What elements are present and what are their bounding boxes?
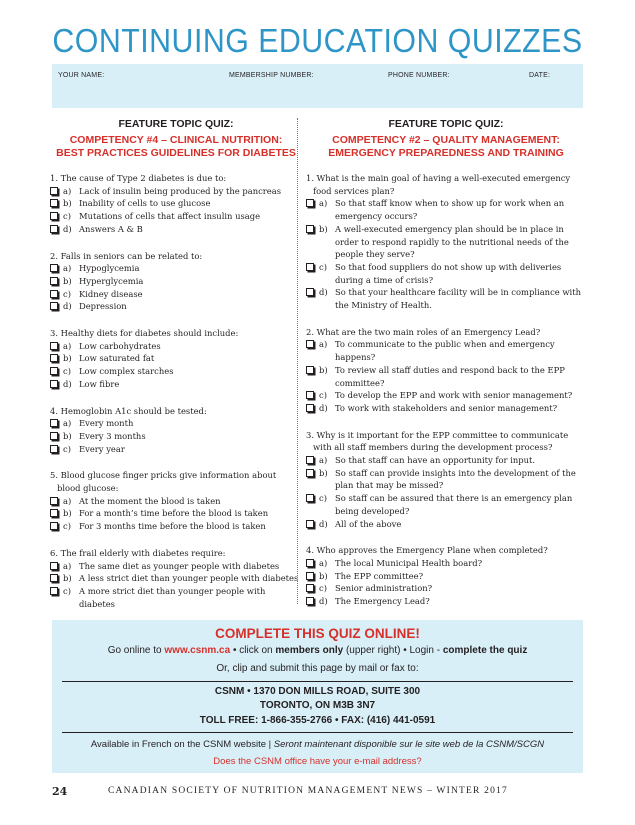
option-text: Inability of cells to use glucose [79, 198, 211, 209]
answer-checkbox[interactable] [50, 187, 58, 195]
left-competency-line2: BEST PRACTICES GUIDELINES FOR DIABETES [56, 147, 296, 159]
answer-checkbox[interactable] [306, 584, 314, 592]
option-text: Every 3 months [79, 430, 146, 441]
option-letter: a) [319, 557, 328, 568]
answer-checkbox[interactable] [50, 432, 58, 440]
question-text: 5. Blood glucose finger pricks give information about blood glucose: [50, 470, 277, 494]
answer-checkbox[interactable] [50, 264, 58, 272]
option-letter: a) [63, 340, 72, 351]
option-text: Hypoglycemia [79, 263, 140, 274]
answer-checkbox[interactable] [306, 404, 314, 412]
answer-option [306, 570, 586, 583]
answer-checkbox[interactable] [306, 340, 314, 348]
phone-number-label: PHONE NUMBER: [388, 72, 450, 79]
go-online-text: Go online to [107, 645, 165, 656]
answer-checkbox[interactable] [50, 574, 58, 582]
answer-option [50, 365, 302, 378]
answer-option [50, 352, 302, 365]
option-letter: a) [63, 263, 72, 274]
quiz-question [50, 250, 302, 314]
answer-checkbox[interactable] [50, 367, 58, 375]
answer-checkbox[interactable] [50, 277, 58, 285]
right-quiz-heading: FEATURE TOPIC QUIZ: [388, 118, 504, 130]
option-text: So that staff know when to show up for work when an emergency occurs? [335, 198, 565, 222]
complete-online-box [52, 620, 583, 773]
answer-option [306, 518, 586, 531]
option-text: For a month’s time before the blood is taken [79, 508, 269, 519]
right-quiz-column [306, 118, 586, 622]
option-letter: d) [319, 402, 328, 413]
option-text: Low carbohydrates [79, 340, 161, 351]
option-letter: c) [63, 585, 71, 596]
option-letter: a) [63, 495, 72, 506]
address-line-2: TORONTO, ON M3B 3N7 [259, 700, 376, 711]
answer-checkbox[interactable] [306, 597, 314, 605]
option-letter: a) [63, 185, 72, 196]
answer-option [50, 300, 302, 313]
answer-checkbox[interactable] [50, 290, 58, 298]
answer-checkbox[interactable] [50, 380, 58, 388]
answer-checkbox[interactable] [50, 445, 58, 453]
answer-option [50, 197, 302, 210]
option-letter: d) [319, 287, 328, 298]
question-text: 4. Who approves the Emergency Plane when completed? [306, 545, 548, 556]
email-question: Does the CSNM office have your e-mail address? [213, 756, 422, 767]
french-availability [52, 739, 583, 750]
quiz-question [306, 326, 586, 415]
question-text: 1. The cause of Type 2 diabetes is due to: [50, 173, 227, 183]
option-text: Every month [79, 418, 134, 429]
option-text: The Emergency Lead? [335, 596, 430, 607]
answer-option [306, 223, 586, 261]
complete-online-title: COMPLETE THIS QUIZ ONLINE! [215, 626, 420, 641]
answer-checkbox[interactable] [306, 366, 314, 374]
answer-option [306, 557, 586, 570]
french-italic-text: Seront maintenant disponible sur le site web de la CSNM/SCGN [273, 739, 545, 750]
question-text: 2. What are the two main roles of an Emergency Lead? [306, 326, 541, 337]
option-text: So staff can provide insights into the development of the plan that may be missed? [335, 467, 576, 491]
answer-option [50, 262, 302, 275]
question-text: 3. Healthy diets for diabetes should include: [50, 328, 239, 339]
option-letter: b) [63, 508, 72, 519]
phone-fax-line: TOLL FREE: 1-866-355-2766 • FAX: (416) 441-0591 [199, 715, 436, 726]
option-text: Every year [79, 443, 125, 454]
answer-checkbox[interactable] [50, 212, 58, 220]
quiz-question [306, 172, 586, 312]
answer-checkbox[interactable] [306, 391, 314, 399]
left-quiz-heading: FEATURE TOPIC QUIZ: [118, 118, 234, 130]
answer-checkbox[interactable] [50, 199, 58, 207]
answer-option [306, 261, 586, 286]
answer-option [306, 492, 586, 517]
answer-checkbox[interactable] [306, 225, 314, 233]
option-letter: b) [319, 223, 328, 234]
page-title: CONTINUING EDUCATION QUIZZES [52, 22, 583, 59]
option-text: So that food suppliers do not show up with deliveries during a time of crisis? [335, 261, 562, 285]
membership-number-label: MEMBERSHIP NUMBER: [229, 72, 314, 79]
answer-option [306, 197, 586, 222]
option-text: The EPP committee? [335, 570, 424, 581]
option-letter: b) [319, 570, 328, 581]
answer-checkbox[interactable] [50, 225, 58, 233]
upper-right-text: (upper right) • Login - [343, 645, 443, 656]
answer-checkbox[interactable] [50, 302, 58, 310]
option-letter: d) [319, 518, 328, 529]
option-text: Depression [79, 301, 127, 312]
answer-option [50, 585, 302, 610]
answer-option [50, 495, 302, 508]
option-letter: a) [63, 418, 72, 429]
option-text: A more strict diet than younger people with diabetes [79, 585, 266, 609]
quiz-question [50, 469, 302, 533]
answer-option [306, 286, 586, 311]
quiz-question [306, 544, 586, 608]
option-letter: b) [319, 467, 328, 478]
answer-option [306, 582, 586, 595]
option-text: At the moment the blood is taken [79, 495, 221, 506]
answer-checkbox[interactable] [306, 263, 314, 271]
answer-option [50, 572, 302, 585]
option-letter: c) [319, 493, 327, 504]
clip-submit-text: Or, clip and submit this page by mail or fax to: [216, 663, 419, 674]
left-quiz-column [50, 118, 302, 624]
answer-checkbox[interactable] [50, 497, 58, 505]
answer-option [306, 467, 586, 492]
date-label: DATE: [529, 72, 551, 79]
page-number: 24 [52, 785, 68, 798]
option-letter: b) [63, 430, 72, 441]
answer-checkbox[interactable] [306, 456, 314, 464]
answer-option [306, 402, 586, 415]
option-letter: c) [63, 366, 71, 377]
answer-option [50, 288, 302, 301]
option-letter: d) [63, 378, 72, 389]
option-letter: a) [63, 560, 72, 571]
answer-option [50, 443, 302, 456]
option-text: So staff can be assured that there is an emergency plan being developed? [335, 493, 573, 516]
option-text: To communicate to the public when and emergency happens? [335, 339, 555, 363]
answer-option [50, 185, 302, 198]
option-letter: c) [319, 390, 327, 401]
option-letter: c) [63, 288, 71, 299]
address-bottom-rule [62, 732, 573, 733]
members-only-text: members only [275, 645, 344, 656]
quiz-question [50, 172, 302, 236]
question-text: 3. Why is it important for the EPP committee to communicate with all staff members during the development process? [306, 429, 569, 453]
option-letter: b) [63, 275, 72, 286]
answer-checkbox[interactable] [50, 509, 58, 517]
answer-option [50, 275, 302, 288]
answer-checkbox[interactable] [306, 559, 314, 567]
option-text: Low saturated fat [79, 353, 155, 364]
answer-option [50, 507, 302, 520]
option-text: To develop the EPP and work with senior management? [335, 390, 573, 401]
option-text: Low complex starches [79, 366, 174, 377]
option-letter: b) [63, 573, 72, 584]
option-letter: c) [63, 211, 71, 222]
answer-option [50, 223, 302, 236]
option-letter: d) [319, 596, 328, 607]
french-prefix: Available in French on the CSNM website | [90, 739, 274, 750]
answer-checkbox[interactable] [50, 419, 58, 427]
option-letter: a) [319, 455, 328, 466]
answer-option [50, 430, 302, 443]
option-text: Senior administration? [335, 583, 433, 594]
question-text: 2. Falls in seniors can be related to: [50, 250, 203, 261]
left-question-list [50, 172, 302, 610]
option-letter: b) [63, 353, 72, 364]
address-line-1: CSNM • 1370 DON MILLS ROAD, SUITE 300 [214, 686, 421, 697]
answer-checkbox[interactable] [306, 520, 314, 528]
option-text: Answers A & B [79, 223, 143, 234]
option-text: The local Municipal Health board? [335, 557, 483, 568]
option-text: To work with stakeholders and senior management? [335, 402, 558, 413]
quiz-question [50, 327, 302, 391]
option-letter: d) [63, 301, 72, 312]
answer-checkbox[interactable] [306, 199, 314, 207]
column-divider [297, 118, 298, 604]
option-text: The same diet as younger people with diabetes [79, 560, 280, 571]
answer-option [50, 210, 302, 223]
answer-option [50, 560, 302, 573]
option-text: So that staff can have an opportunity for input. [335, 455, 536, 466]
right-question-list [306, 172, 586, 608]
quiz-question [50, 547, 302, 611]
option-text: For 3 months time before the blood is taken [79, 521, 266, 532]
option-letter: d) [63, 223, 72, 234]
option-letter: b) [63, 198, 72, 209]
option-letter: c) [63, 443, 71, 454]
answer-checkbox[interactable] [306, 494, 314, 502]
answer-option [50, 417, 302, 430]
online-instructions [52, 645, 583, 656]
option-letter: c) [63, 521, 71, 532]
right-competency-title [306, 134, 586, 160]
option-text: Low fibre [79, 378, 120, 389]
answer-checkbox[interactable] [50, 587, 58, 595]
option-letter: c) [319, 583, 327, 594]
csnm-website-link[interactable]: www.csnm.ca [164, 645, 231, 656]
answer-option [306, 364, 586, 389]
member-info-box [52, 64, 583, 108]
quiz-question [50, 405, 302, 456]
option-text: Kidney disease [79, 288, 143, 299]
quiz-question [306, 429, 586, 531]
option-text: A less strict diet than younger people with diabetes [79, 573, 299, 584]
option-text: Hyperglycemia [79, 275, 144, 286]
option-text: Mutations of cells that affect insulin usage [79, 211, 261, 222]
option-text: So that your healthcare facility will be in compliance with the Ministry of Health. [335, 287, 581, 311]
answer-option [306, 389, 586, 402]
answer-checkbox[interactable] [306, 469, 314, 477]
complete-quiz-text: complete the quiz [442, 645, 528, 656]
click-on-text: • click on [230, 645, 276, 656]
question-text: 1. What is the main goal of having a well-executed emergency food services plan? [306, 173, 571, 196]
answer-option [306, 595, 586, 608]
left-competency-line1: COMPETENCY #4 – CLINICAL NUTRITION: [69, 134, 283, 146]
option-letter: b) [319, 364, 328, 375]
right-competency-line2: EMERGENCY PREPAREDNESS AND TRAINING [328, 147, 564, 159]
option-letter: a) [319, 339, 328, 350]
address-top-rule [62, 681, 573, 682]
option-text: A well-executed emergency plan should be in place in order to respond rapidly to the nutritional needs of the people they serve? [335, 223, 569, 260]
your-name-label: YOUR NAME: [58, 72, 105, 79]
answer-option [50, 378, 302, 391]
answer-option [50, 340, 302, 353]
answer-option [50, 520, 302, 533]
answer-option [306, 454, 586, 467]
question-text: 6. The frail elderly with diabetes require: [50, 547, 226, 558]
answer-checkbox[interactable] [306, 572, 314, 580]
option-text: To review all staff duties and respond back to the EPP committee? [335, 364, 565, 388]
option-letter: a) [319, 198, 328, 209]
answer-checkbox[interactable] [50, 562, 58, 570]
option-letter: c) [319, 261, 327, 272]
answer-checkbox[interactable] [50, 522, 58, 530]
answer-option [306, 338, 586, 363]
publication-footer: CANADIAN SOCIETY OF NUTRITION MANAGEMENT NEWS – WINTER 2017 [108, 786, 508, 796]
option-text: Lack of insulin being produced by the pancreas [79, 185, 282, 196]
right-competency-line1: COMPETENCY #2 – QUALITY MANAGEMENT: [332, 134, 560, 146]
answer-checkbox[interactable] [50, 354, 58, 362]
question-text: 4. Hemoglobin A1c should be tested: [50, 405, 207, 416]
answer-checkbox[interactable] [50, 342, 58, 350]
option-text: All of the above [335, 518, 402, 529]
answer-checkbox[interactable] [306, 288, 314, 296]
left-competency-title [50, 134, 302, 160]
